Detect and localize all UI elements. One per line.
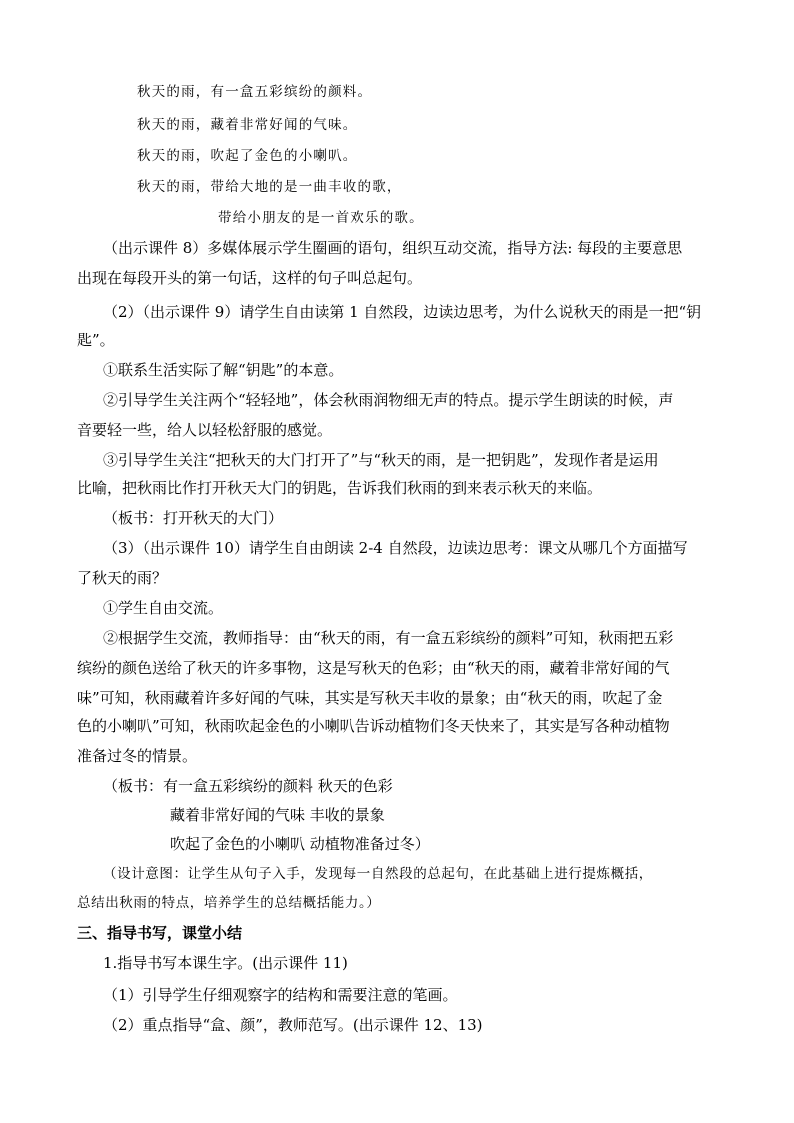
text-line: 比喻，把秋雨比作打开秋天大门的钥匙，告诉我们秋雨的到来表示秋天的来临。	[77, 479, 603, 497]
text-line: 出现在每段开头的第一句话，这样的句子叫总起句。	[77, 269, 423, 287]
text-line: （设计意图：让学生从句子入手，发现每一自然段的总起句，在此基础上进行提炼概括，	[103, 866, 653, 882]
text-line: 准备过冬的情景。	[77, 747, 198, 765]
board-note: （板书：打开秋天的大门）	[103, 509, 284, 527]
poem-line: 带给小朋友的是一首欢乐的歌。	[218, 210, 424, 226]
text-line: （2）（出示课件 9）请学生自由读第 1 自然段，边读边思考，为什么说秋天的雨是一把“钥	[103, 303, 702, 321]
section-heading: 三、指导书写，课堂小结	[77, 924, 243, 942]
board-line: 藏着非常好闻的气味 丰收的景象	[170, 806, 385, 824]
text-line: 味”可知，秋雨藏着许多好闻的气味，其实是写秋天丰收的景象；由“秋天的雨，吹起了金	[77, 689, 663, 707]
text-line: 匙”。	[77, 331, 115, 349]
text-line: 总结出秋雨的特点，培养学生的总结概括能力。）	[77, 895, 381, 911]
text-line: 了秋天的雨？	[77, 569, 168, 587]
poem-line: 秋天的雨，藏着非常好闻的气味。	[137, 117, 358, 133]
poem-line: 秋天的雨，吹起了金色的小喇叭。	[137, 148, 358, 164]
poem-line: 秋天的雨，带给大地的是一曲丰收的歌，	[137, 179, 402, 195]
text-line: （1）引导学生仔细观察字的结构和需要注意的笔画。	[103, 986, 458, 1004]
board-line: （板书：有一盒五彩缤纷的颜料 秋天的色彩	[103, 777, 393, 795]
board-line: 吹起了金色的小喇叭 动植物准备过冬）	[170, 835, 430, 853]
text-line: （2）重点指导“盒、颜”，教师范写。(出示课件 12、13)	[103, 1016, 483, 1034]
text-line: ②根据学生交流，教师指导：由“秋天的雨，有一盒五彩缤纷的颜料”可知，秋雨把五彩	[103, 629, 674, 647]
text-line: 色的小喇叭”可知，秋雨吹起金色的小喇叭告诉动植物们冬天快来了，其实是写各种动植物	[77, 717, 670, 735]
text-line: ①联系生活实际了解“钥匙”的本意。	[103, 361, 344, 379]
text-line: 缤纷的颜色送给了秋天的许多事物，这是写秋天的色彩；由“秋天的雨，藏着非常好闻的气	[77, 659, 670, 677]
text-line: ②引导学生关注两个“轻轻地”，体会秋雨润物细无声的特点。提示学生朗读的时候，声	[103, 391, 674, 409]
text-line: 1.指导书写本课生字。(出示课件 11)	[103, 954, 348, 972]
text-line: （3）（出示课件 10）请学生自由朗读 2-4 自然段，边读边思考：课文从哪几个方面描写	[103, 539, 688, 557]
text-line: （出示课件 8）多媒体展示学生圈画的语句，组织互动交流，指导方法: 每段的主要意思	[103, 239, 683, 257]
poem-line: 秋天的雨，有一盒五彩缤纷的颜料。	[137, 84, 373, 100]
text-line: ①学生自由交流。	[103, 599, 224, 617]
text-line: ③引导学生关注“把秋天的大门打开了”与“秋天的雨，是一把钥匙”，发现作者是运用	[103, 451, 659, 469]
text-line: 音要轻一些，给人以轻松舒服的感觉。	[77, 421, 333, 439]
